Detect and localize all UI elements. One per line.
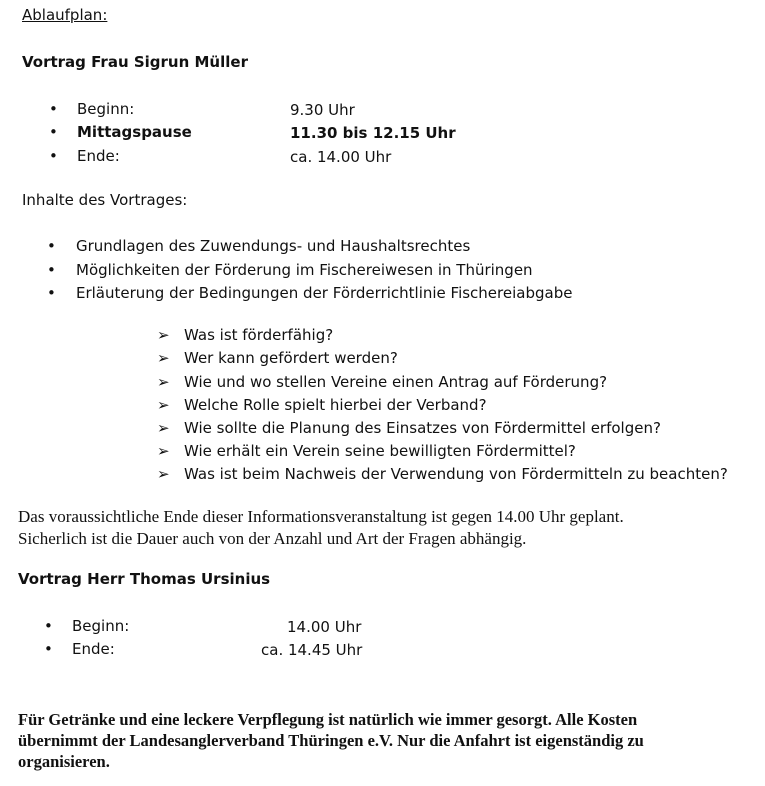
note-line-1: Das voraussichtliche Ende dieser Informationsveranstaltung ist gegen 14.00 Uhr geplant. (18, 507, 624, 526)
page-heading: Ablaufplan: (22, 6, 108, 24)
bullet-icon: • (49, 100, 58, 118)
bullet-icon: • (47, 237, 56, 255)
bullet-icon: • (44, 617, 53, 635)
footer-line-3: organisieren. (18, 752, 110, 771)
list-item-text: Grundlagen des Zuwendungs- und Haushaltsrechtes (76, 237, 471, 255)
talk2-title: Vortrag Herr Thomas Ursinius (18, 570, 271, 588)
bullet-icon: • (49, 123, 58, 141)
schedule-label: Mittagspause (77, 123, 192, 141)
footer-line-1: Für Getränke und eine leckere Verpflegung ist natürlich wie immer gesorgt. Alle Kosten (18, 710, 638, 729)
list-item-text: Was ist beim Nachweis der Verwendung von Fördermitteln zu beachten? (184, 465, 728, 483)
arrow-bullet-icon: ➢ (157, 442, 170, 460)
arrow-bullet-icon: ➢ (157, 326, 170, 344)
arrow-bullet-icon: ➢ (157, 373, 170, 391)
schedule-value: ca. 14.45 Uhr (261, 641, 363, 659)
schedule-label: Beginn: (77, 100, 135, 118)
schedule-label: Beginn: (72, 617, 130, 635)
arrow-bullet-icon: ➢ (157, 396, 170, 414)
talk1-title: Vortrag Frau Sigrun Müller (22, 53, 248, 71)
list-item-text: Wie sollte die Planung des Einsatzes von Fördermittel erfolgen? (184, 419, 661, 437)
bullet-icon: • (47, 261, 56, 279)
contents-heading: Inhalte des Vortrages: (22, 191, 188, 209)
list-item-text: Welche Rolle spielt hierbei der Verband? (184, 396, 487, 414)
list-item-text: Erläuterung der Bedingungen der Förderrichtlinie Fischereiabgabe (76, 284, 573, 302)
bullet-icon: • (44, 640, 53, 658)
arrow-bullet-icon: ➢ (157, 419, 170, 437)
schedule-value: ca. 14.00 Uhr (290, 148, 392, 166)
note-line-2: Sicherlich ist die Dauer auch von der Anzahl und Art der Fragen abhängig. (18, 529, 527, 548)
schedule-label: Ende: (72, 640, 115, 658)
footer-line-2: übernimmt der Landesanglerverband Thüringen e.V. Nur die Anfahrt ist eigenständig zu (18, 731, 644, 750)
list-item-text: Wie erhält ein Verein seine bewilligten Fördermittel? (184, 442, 576, 460)
bullet-icon: • (49, 147, 58, 165)
schedule-value: 9.30 Uhr (290, 101, 355, 119)
schedule-value: 14.00 Uhr (287, 618, 362, 636)
list-item-text: Wie und wo stellen Vereine einen Antrag auf Förderung? (184, 373, 608, 391)
arrow-bullet-icon: ➢ (157, 465, 170, 483)
schedule-label: Ende: (77, 147, 120, 165)
arrow-bullet-icon: ➢ (157, 349, 170, 367)
list-item-text: Was ist förderfähig? (184, 326, 334, 344)
list-item-text: Möglichkeiten der Förderung im Fischereiwesen in Thüringen (76, 261, 533, 279)
bullet-icon: • (47, 284, 56, 302)
list-item-text: Wer kann gefördert werden? (184, 349, 398, 367)
schedule-value: 11.30 bis 12.15 Uhr (290, 124, 456, 142)
